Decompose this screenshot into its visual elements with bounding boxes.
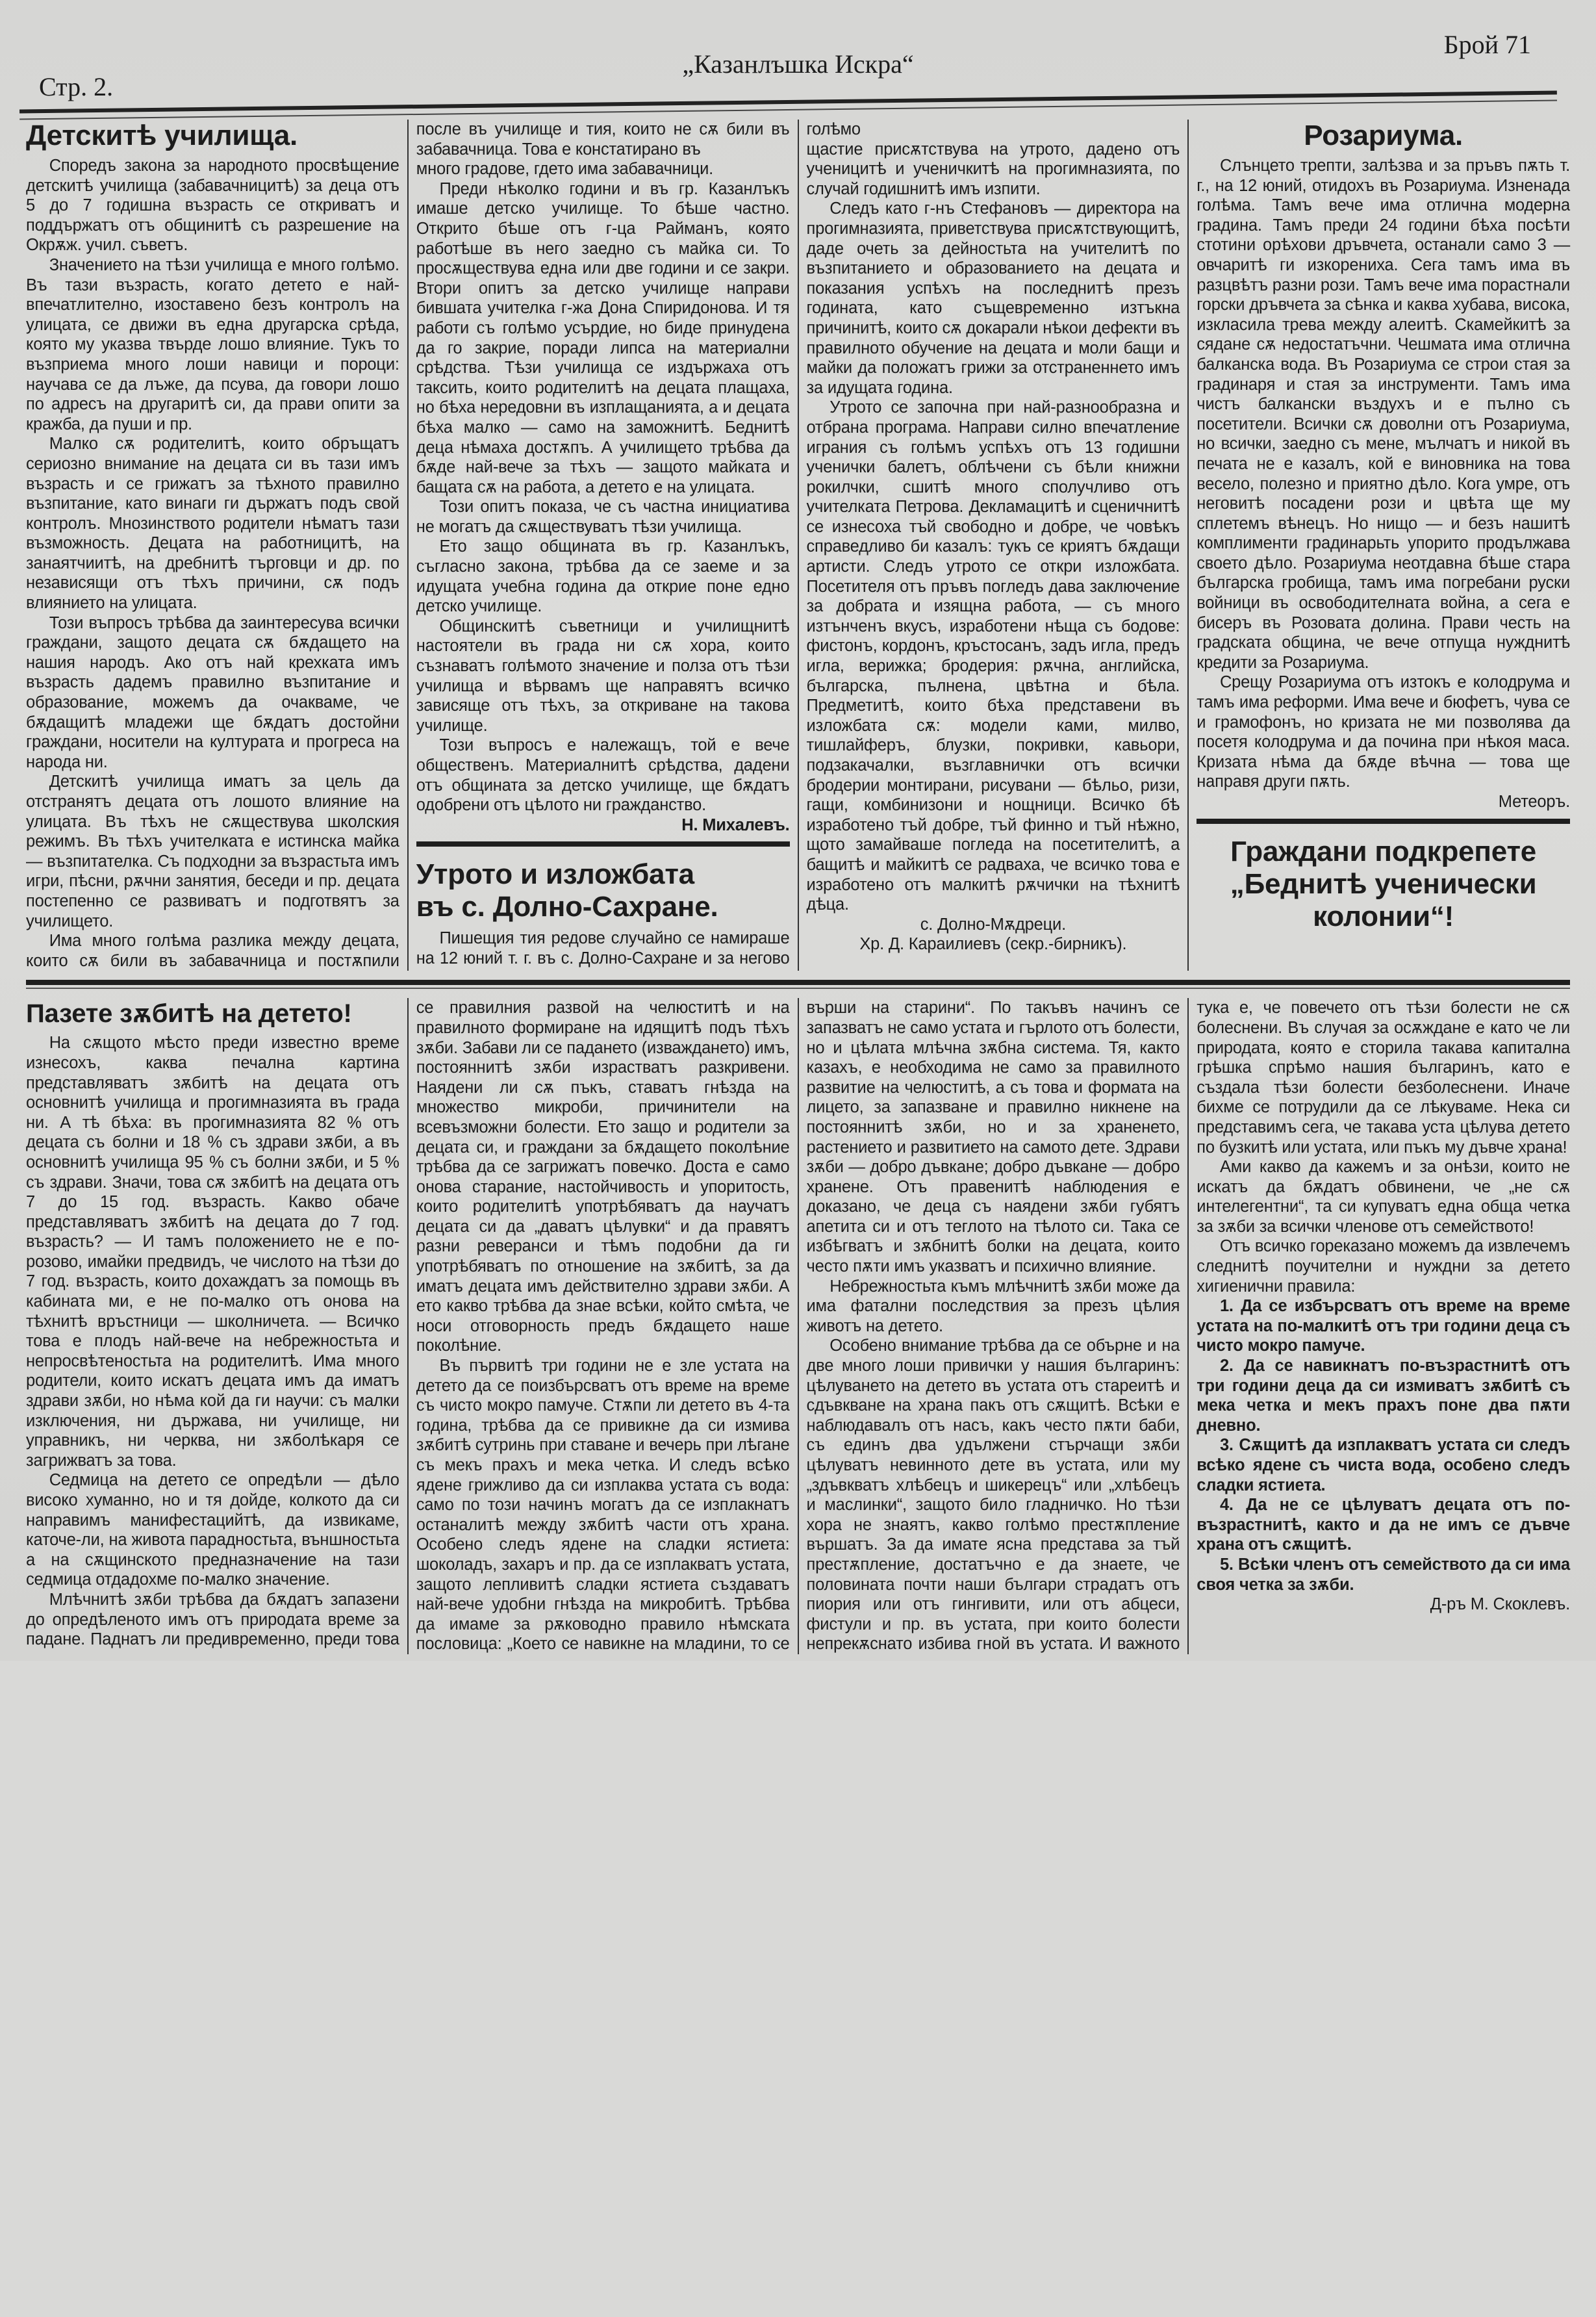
bottom-section (26, 998, 1570, 1654)
paragraph: Ами какво да кажемъ и за онѣзи, които не искатъ да бѫдатъ обвинени, че „не сѫ интелегентни“, та си купуватъ една обща четка за зѫби за всички членове отъ семейството! (1197, 1158, 1570, 1236)
paragraph: Утрото се започна при най-разнообразна и отбрана програма. Направи силно впечатление играния съ голѣмъ успѣхъ отъ 13 годишни ученички балетъ, облѣчени съ бѣли книжни рокилчки, сшитѣ много сполучливо отъ учителката Петрова. Декламацитѣ и сценичнитѣ се изнесоха тъй свободно и добре, че човѣкъ справедливо би казалъ: тукъ се криятъ бѫдащи артисти. Следъ утрото се откри изложбата. Посетителя отъ пръвъ погледъ дава заключение за добрата и изящна работа, — съ много изтънченъ вкусъ, изработени нѣща съ бодове: фистонъ, кордонъ, кръстосанъ, задъ игла, предъ игла, верижка; бродерия: рѫчна, английска, българска, пълнена, цвѣтна и бѣла. Предметитѣ, които бѣха представени въ изложбата сѫ: модели ками, милво, тишлайферъ, блузки, покривки, кавьори, подзакачалки, възглавнички отъ всички бродерии монтирани, рисувани — бѣльо, ризи, гащи, комбинизони и нощници. Всичко бѣ изработено тъй добре, тъй финно и тъй нѣжно, щото замайваше погледа на посетителитѣ, а бащитѣ и майкитѣ се радваха, че всичко това е изработено отъ малкитѣ рѫчички на тѣхнитѣ дѣца. (806, 398, 1180, 914)
page-header (26, 0, 1570, 101)
appeal-line: Граждани подкрепете (1230, 835, 1537, 867)
article-title: Розариума. (1304, 120, 1463, 151)
paragraph: Срещу Розариума отъ изтокъ е колодрума и тамъ има реформи. Има вече и бюфетъ, чува се и грамофонъ, но кризата не ми позволява да посетя колодрума и да почина при нѣкоя маса. Кризата нѣма да бѫде вѣчна — това ще направя други пѫть. (1197, 673, 1570, 791)
author-signature: Хр. Д. Караилиевъ (секр.-бирникъ). (859, 935, 1127, 954)
paragraph: Слънцето трепти, залѣзва и за пръвъ пѫть т. г., на 12 юний, отидохъ въ Розариума. Изненада голѣма. Тамъ вече има отлична модерна градина. Тамъ преди 24 години бѣха посѣти стотини орѣхови дръвчета, останали само 3 — овчаритѣ ги изкорениха. Сега тамъ има въ разцвѣтъ разни рози. Тамъ вече има порастнали горски дръвчета за сѣнка и каква хубава, висока, изкласила трева между алеитѣ. Скамейкитѣ за сядане сѫ недостатъчни. Чешмата има отлична балканска вода. Въ Розариума се строи стая за градинаря и стая за инструменти. Тамъ има чистъ балкански въздухъ и е пълно съ посетители. Всички сѫ доволни отъ Розариума, но всички, заедно съ мене, мълчатъ и никой въ печата не е казалъ, кой е виновника на това весело, полезно и приятно дѣло. Кога умре, отъ неговитѣ посадени рози и цвѣта ще му сплетемъ вѣнецъ. Но нищо — и безъ нашитѣ комплименти градинарьть упорито продължава своето дѣло. Розариума неотдавна бѣше стара българска гробища, тамъ има погребани руски войници въ освободителната война, а сега е бисеръ въ Розовата долина. Прави честь на градската община, че вече отпуща нужднитѣ кредити за Розариума. (1197, 157, 1570, 672)
title-line: Утрото и изложбата (416, 858, 694, 891)
paragraph: Този въпросъ е належащъ, той е вече общественъ. Материалнитѣ срѣдства, дадени отъ общината за детско училище, ще бѫдатъ одобрени отъ цѣлото ни гражданство. (416, 736, 790, 815)
section-rule (416, 841, 790, 851)
paragraph: много градове, гдето има забавачници. (416, 160, 714, 179)
appeal-line: колонии“! (1313, 900, 1454, 932)
author-signature: Д-ръ М. Скоклевъ. (1430, 1595, 1570, 1614)
paragraph: Този опитъ показа, че съ частна инициатива не могатъ да сѫществуватъ тѣзи училища. (416, 498, 790, 536)
article-title: Детскитѣ училища. (26, 120, 298, 151)
paragraph: Споредъ закона за народното просвѣщение детскитѣ училища (забавачницитѣ) за деца отъ 5 до 7 годишна възрасть се откриватъ и поддържатъ отъ общинитѣ съ разрешение на Окрѫж. учил. съветъ. (26, 157, 399, 255)
issue-number: Брой 71 (1443, 30, 1531, 59)
paragraph: щастие присѫтствува на утрото, дадено отъ ученицитѣ и ученичкитѣ на прогимназията, по случай годишнитѣ имъ изпити. (806, 140, 1180, 198)
author-signature: Метеоръ. (1498, 793, 1570, 811)
newspaper-title: „Казанлъшка Искра“ (682, 49, 914, 79)
top-section (26, 120, 1570, 971)
paragraph: Седмица на детето се опредѣли — дѣло високо хуманно, но и тя дойде, колкото да си направимъ манифестацийтѣ, да извикаме, каточе-ли, на живота парадностьта, външностьта а на сѫщинското предназначение на тази седмица отдадохме по-малко значение. (26, 1471, 399, 1589)
paragraph: Млѣчнитѣ зѫби трѣбва да бѫдатъ запазени до опредѣленото имъ отъ природата време за падане. Паднатъ ли предивременно, преди това се правилния развой на челюститѣ и на правилното формиране на идящитѣ подъ тѣхъ зѫби. Забави ли се падането (изваждането) имъ, постояннитѣ зѫби израстватъ разкривени. Наядени ли сѫ пъкъ, ставатъ гнѣзда на множество микроби, причинители на всевъзможни болести. Ето защо и родители за децата си, и граждани за бѫдащето поколѣние трѣбва да се загрижатъ повечко. Доста е само онова старание, настойчивость и упоритость, които родителитѣ употрѣбяватъ да научатъ децата си да „даватъ цѣлувки“ и да правятъ разни реверанси и тѣмъ подобни да ги употрѣбяватъ по отношение на зѫбитѣ, за да иматъ децата имъ действително здрави зѫби. А ето какво трѣбва да знае всѣки, който смѣта, че носи отговорность предъ бѫдащето наше поколѣние. (26, 999, 790, 1649)
paragraph: Небрежностьта къмъ млѣчнитѣ зѫби може да има фатални последствия за презъ цѣлия животъ на детето. (806, 1277, 1180, 1335)
paragraph: Ето защо общината въ гр. Казанлъкъ, съгласно закона, трѣбва да се заеме и за идущата учебна година да открие поне едно детско училище. (416, 537, 790, 616)
paragraph: Пишещия тия редове случайно се намираше на 12 юний т. г. въ с. Долно-Сахране и за негово голѣмо (416, 120, 861, 967)
hygiene-rule: 2. Да се навикнатъ по-възрастнитѣ отъ три години деца да си измиватъ зѫбитѣ съ мека четка и мекъ прахъ поне два пѫти дневно. (1197, 1357, 1570, 1435)
paragraph: Особено внимание трѣбва да се обърне и на две много лоши привички у нашия българинъ: цѣлуването на детето въ устата отъ стареитѣ и сдъвкване на храна пакъ отъ сѫщитѣ. Всѣки е наблюдавалъ отъ насъ, какъ често пѫти баби, съ единъ два удължени стърчащи зѫби цѣлуватъ невинното дете въ устата, или му „здъвкватъ хлѣбецъ и шикерецъ“ или „хлѣбецъ и маслинки“, защото било гладничко. Но тѣзи хора не знаятъ, какво голѣмо престѫпление вършатъ. За да имате ясна представа за тъй престѫпление, достатъчно е да знаете, че половината почти наши българи страдатъ отъ пиория или отъ гингивити, или отъ абцеси, фистули и пр. въ устата, при които болести непрекѫснато избива гной въ устата. И важното тука е, че повечето отъ тѣзи болести не сѫ болеснени. Въ случая за осѫждане е като че ли природата, която е сторила такава капитална грѣшка спрѣмо нашия българинъ, като е създала тѣзи болести безболеснени. Иначе бихме се потрудили да се лѣкуваме. Нека си представимъ сега, че такава уста цѣлува детето по бузкитѣ или устата, или пъкъ му дъвче храна! (806, 999, 1570, 1654)
place-name: с. Долно-Мѫдреци. (920, 915, 1066, 934)
paragraph: Има много голѣма разлика между децата, които сѫ били въ забавачница и постѫпили после въ училище и тия, които не сѫ били въ забавачница. Това е констатирано въ (26, 120, 790, 970)
section-divider (26, 980, 1570, 985)
section-divider-thin (26, 988, 1570, 989)
paragraph: Преди нѣколко години и въ гр. Казанлъкъ имаше детско училище. То бѣше частно. Открито бѣше отъ г-ца Райманъ, която работѣше въ него заедно съ майка си. То просѫществува една или две години и се закри. Втори опитъ за детско училище направи бившата учителка г-жа Дона Спиридонова. И тя работи съ голѣмо усърдие, но биде принудена да го закрие, поради липса на материални срѣдства. Тѣзи училища се издържаха отъ таксить, които родителитѣ на децата плащаха, но бѣха нередовни въ изплащанията, а и децата бѣха малко — само на заможнитѣ. Беднитѣ деца нѣмаха достѫпъ. А училището трѣбва да бѫде най-вече за тѣхъ — защото майката и бащата сѫ на работа, а детето е на улицата. (416, 179, 790, 496)
paragraph: Детскитѣ училища иматъ за цель да отстранятъ децата отъ лошото влияние на улицата. Въ тѣхъ не сѫществува школския режимъ. Въ тѣхъ учителката е истинска майка — възпитателка. Съ подходни за възрастьта имъ игри, пѣсни, рѫчни занятия, беседи и пр. децата постепенно се развиватъ и подготвятъ за училището. (26, 773, 399, 930)
appeal-headline (1197, 836, 1570, 933)
page-number: Стр. 2. (39, 72, 114, 101)
author-signature: Н. Михалевъ. (681, 815, 790, 834)
appeal-line: „Беднитѣ ученически (1230, 867, 1537, 900)
paragraph: Отъ всичко гореказано можемъ да извлечемъ следнитѣ поучителни и нуждни за детето хигиенични правила: (1197, 1237, 1570, 1296)
paragraph: На сѫщото мѣсто преди известно време изнесохъ, каква печална картина представляватъ зѫбитѣ на децата отъ основнитѣ училища и прогимназията въ града ни. А тѣ бѣха: въ прогимназията 82 % отъ децата съ болни и 18 % съ здрави зѫби, а въ основнитѣ училища 95 % съ болни зѫби, и 5 % съ здрави. Значи, това сѫ зѫбитѣ на децата отъ 7 до 15 год. възрасть. Какво обаче представляватъ зѫбитѣ на децата до 7 год. възрасть? — И тамъ положението не е по-розово, имайки предвидъ, че числото на тѣзи до 7 год. възрасть, които дохаждатъ за помощь въ кабината ми, е не по-малко отъ онова на тѣхнитѣ връстници — школничета. — Всичко това е плодъ най-вече на небрежностьта и непросвѣтеностьта на родителитѣ. Има много родители, които искатъ децата имъ да иматъ здрави зѫби, но нѣма кой да ги научи: съ малки изключения, ни държава, ни училище, ни управникъ, ни черква, ни зѫболѣкаря се загрижватъ за това. (26, 1034, 399, 1470)
hygiene-rule: 4. Да не се цѣлуватъ децата отъ по-възрастнитѣ, както и да не имъ се дъвче храна отъ сѫщитѣ. (1197, 1496, 1570, 1554)
hygiene-rule: 3. Сѫщитѣ да изплакватъ устата си следъ всѣко ядене съ чиста вода, особено следъ сладки ястиета. (1197, 1436, 1570, 1494)
section-rule (1197, 819, 1570, 828)
title-line: въ с. Долно-Сахране. (416, 891, 718, 923)
paragraph: Следъ като г-нъ Стефановъ — директора на прогимназията, приветствува присѫтствующитѣ, даде очеть за дейностьта на учителитѣ по възпитанието и образованието на децата и показания успѣхъ на последнитѣ презъ годината, като същевременно изтъкна причинитѣ, които сѫ докарали нѣкои дефекти въ правилното обучение на децата и моли бащи и майки да положатъ грижи за отстраненнето имъ за идущата година. (806, 199, 1180, 397)
hygiene-rule: 5. Всѣки членъ отъ семейството да си има своя четка за зѫби. (1197, 1555, 1570, 1594)
paragraph: Малко сѫ родителитѣ, които обръщатъ сериозно внимание на децата си въ тази имъ възрасть и се грижатъ за тѣхното правилно възпитание, като винаги ги държатъ подъ свой контролъ. Мнозинството родители нѣматъ тази възможность. Децата на работницитѣ, на занаятчиитѣ, на дребнитѣ търговци и др. по независящи отъ тѣхъ причини, сѫ подъ влиянието на улицата. (26, 435, 399, 613)
hygiene-rule: 1. Да се избърсватъ отъ време на време устата на по-малкитѣ отъ три години деца съ чисто мокро памуче. (1197, 1297, 1570, 1355)
article-title (416, 858, 790, 923)
paragraph: Общинскитѣ съветници и училищнитѣ настоятели въ града ни сѫ хора, които съзнаватъ голѣмото значение и полза отъ тѣзи училища и вѣрвамъ ще направятъ всичко зависяще отъ тѣхъ, за откриване на такова училище. (416, 617, 790, 735)
article-title: Пазете зѫбитѣ на детето! (26, 999, 352, 1029)
paragraph: Този въпросъ трѣбва да заинтересува всички граждани, защото децата сѫ бѫдащето на нашия народъ. Ако отъ най крехката имъ възрасть дадемъ правилно възпитание и образование, можемъ да очакваме, че бѫдащитѣ младежи ще бѫдатъ достойни граждани, носители на културата и прогреса на народа ни. (26, 613, 399, 771)
paragraph: Значението на тѣзи училища е много голѣмо. Въ тази възрасть, когато детето е най-впечатлително, изоставено безъ контролъ на улицата, се движи въ една другарска срѣда, която му указва твърде лошо влияние. Тукъ то възприема много лоши навици и пороци: научава се да лъже, да псува, да говори лошо по адресъ на другаритѣ си, да прави опити за кражба, да пуши и пр. (26, 255, 399, 433)
paragraph: Въ първитѣ три години не е зле устата на детето да се поизбърсватъ отъ време на време съ чисто мокро памуче. Стѫпи ли детето въ 4-та година, трѣбва да се привикне да си измива зѫбитѣ сутринь при ставане и вечерь при лѣгане съ мекъ прахъ и мека четка. И следъ всѣко ядене грижливо да си изплаква устата съ вода: само по този начинъ могатъ да се изплакнатъ останалитѣ между зѫбитѣ части отъ храна. Особено следъ ядене на сладки ястиета: шоколадъ, захаръ и пр. да се изплакватъ устата, защото лепливитѣ сладки ястиета създаватъ най-вече удобни гнѣзда на микробитѣ. Трѣбва да имаме за рѫководно правило нѣмската пословица: „Което се навикне на младини, то се върши на старини“. По такъвъ начинъ се запазватъ не само устата и гърлото отъ болести, но и цѣлата млѣчна зѫбна система. Тя, както казахъ, е необходима не само за правилното развитие на челюститѣ, а съ това и формата на лицето, за запазване и правилно никнене на постояннитѣ зѫби, но и за храненето, растението и развитието на самото дете. Здрави зѫби — добро дъвкане; добро дъвкане — добро хранене. Отъ правенитѣ наблюдения е доказано, че деца съ наядени зѫби губятъ апетита си и отъ теглото на тѣлото си. Така се избѣгватъ и зѫбнитѣ болки на децата, които често пѫти имъ указватъ и психично влияние. (416, 999, 1180, 1654)
